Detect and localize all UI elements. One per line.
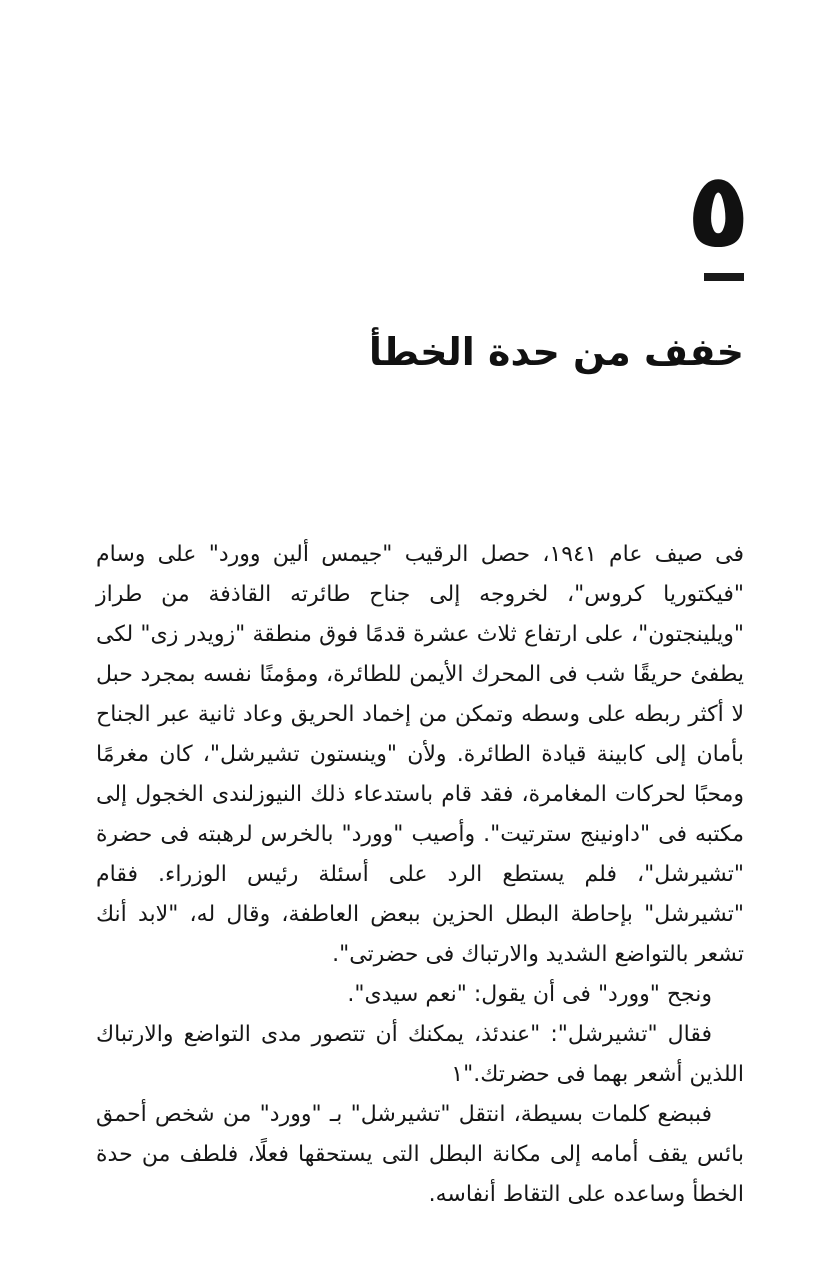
paragraph-1: فى صيف عام ١٩٤١، حصل الرقيب "جيمس ألين وورد" على وسام "فيكتوريا كروس"، لخروجه إلى جناح طائرته القاذفة من طراز "ويلينجتون"، على ارتفاع ثلاث عشرة قدمًا فوق منطقة "زويدر زى" لكى يطفئ حريقًا شب فى المحرك الأيمن للطائرة، ومؤمنًا نفسه بمجرد حبل لا أكثر ربطه على وسطه وتمكن من إخماد الحريق وعاد ثانية عبر الجناح بأمان إلى كابينة قيادة الطائرة. ولأن "وينستون تشيرشل"، كان مغرمًا ومحبًا لحركات المغامرة، فقد قام باستدعاء ذلك النيوزلندى الخجول إلى مكتبه فى "داونينج سترتيت". وأصيب "وورد" بالخرس لرهبته فى حضرة "تشيرشل"، فلم يستطع الرد على أسئلة رئيس الوزراء. فقام "تشيرشل" بإحاطة البطل الحزين ببعض العاطفة، وقال له، "لابد أنك تشعر بالتواضع الشديد والارتباك فى حضرتى".: [96, 542, 744, 967]
paragraph-4: فببضع كلمات بسيطة، انتقل "تشيرشل" بـ "وورد" من شخص أحمق بائس يقف أمامه إلى مكانة البطل التى يستحقها فعلًا، فلطف من حدة الخطأ وساعده على التقاط أنفاسه.: [96, 1102, 744, 1207]
paragraph-2: ونجح "وورد" فى أن يقول: "نعم سيدى".: [347, 982, 712, 1007]
chapter-number: ٥: [686, 149, 750, 271]
paragraph-3: فقال "تشيرشل": "عندئذ، يمكنك أن تتصور مدى التواضع والارتباك اللذين أشعر بهما فى حضرتك."١: [96, 1022, 744, 1087]
chapter-body: [96, 535, 744, 1215]
chapter-divider: [704, 273, 744, 281]
chapter-title: خفف من حدة الخطأ: [368, 330, 744, 374]
